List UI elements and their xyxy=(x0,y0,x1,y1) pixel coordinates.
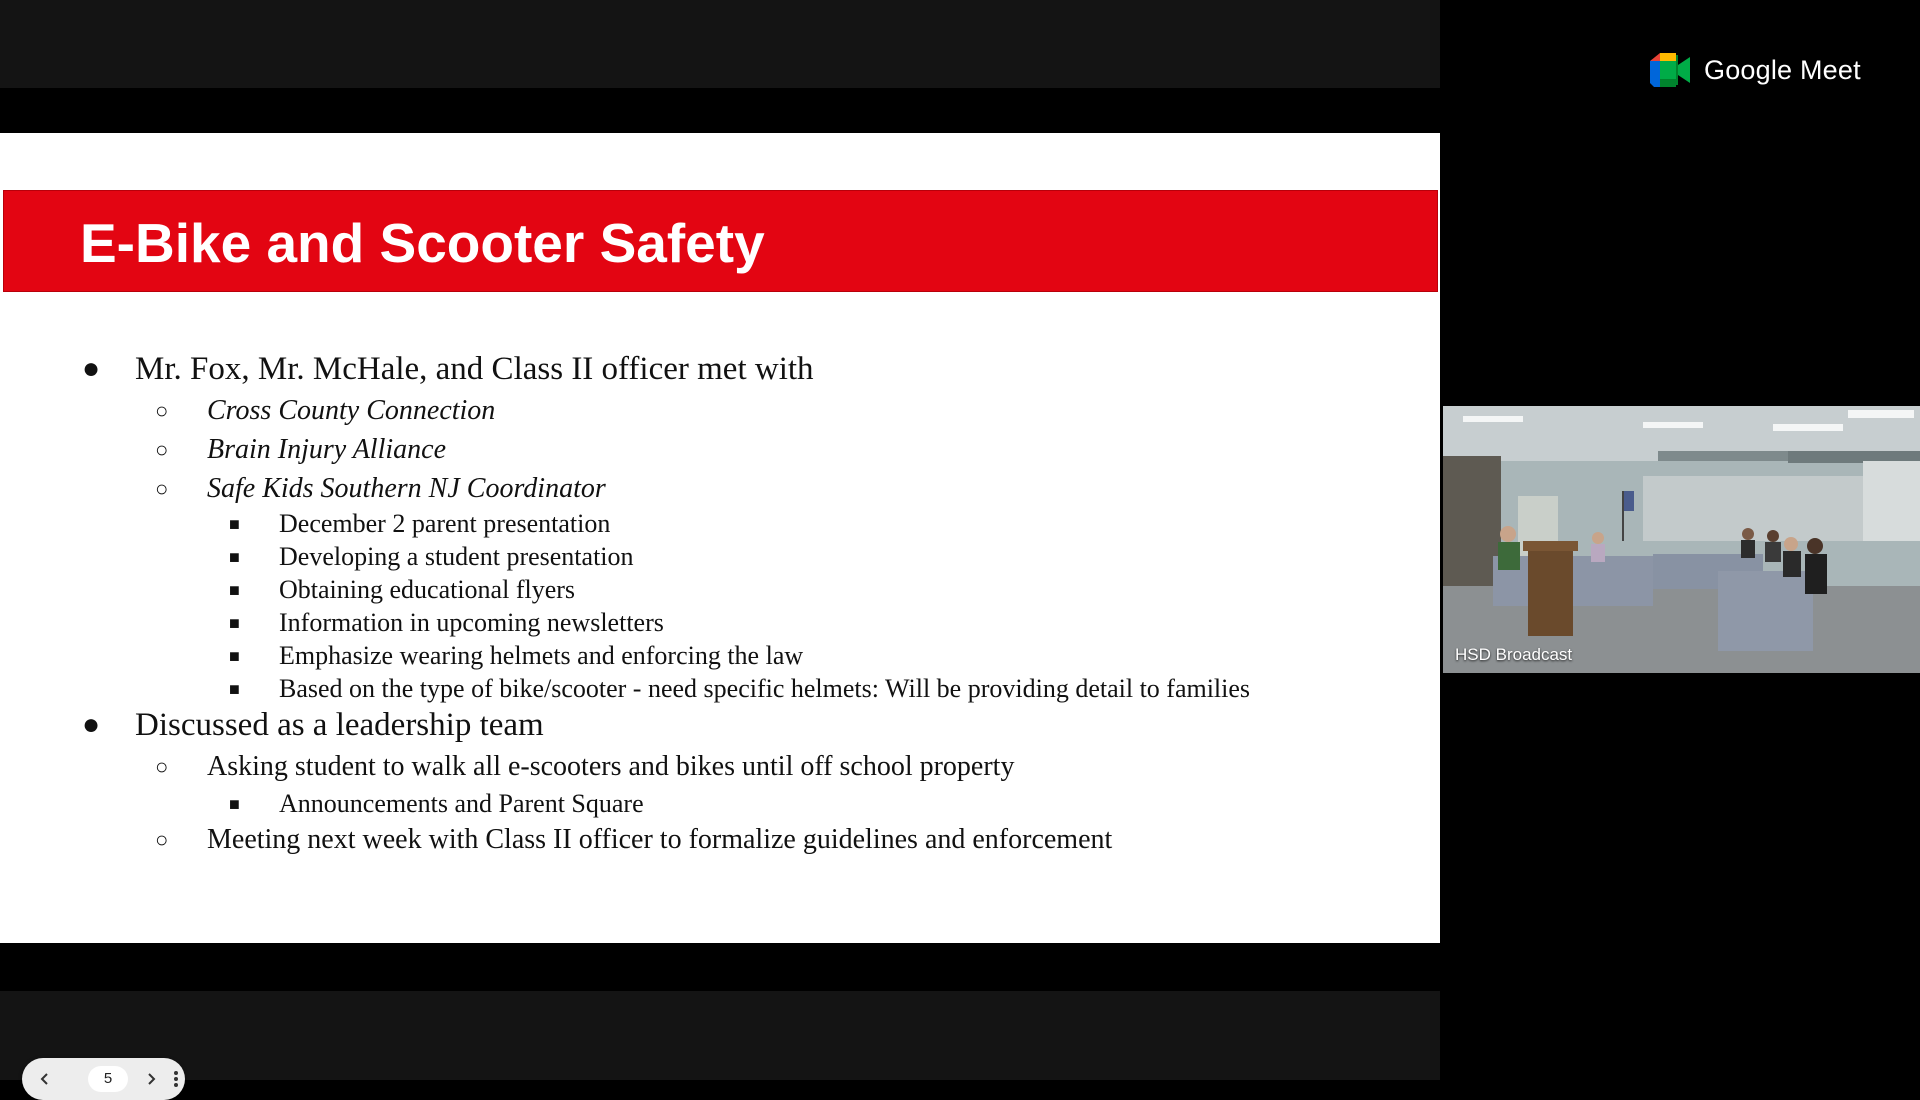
slide-navigation-pill xyxy=(22,1058,185,1100)
slide-title: E-Bike and Scooter Safety xyxy=(80,212,765,274)
bullet-text: Meeting next week with Class II officer to formalize guidelines and enforcement xyxy=(207,824,1113,855)
google-meet-wordmark: Google Meet xyxy=(1704,54,1861,85)
bullet-text: Developing a student presentation xyxy=(279,542,634,571)
bullet-item-level-3 xyxy=(229,508,611,540)
presentation-bottom-band xyxy=(0,943,1440,991)
bullet-text: Information in upcoming newsletters xyxy=(279,608,664,637)
previous-slide-button[interactable] xyxy=(28,1058,62,1100)
bullet-marker: ■ xyxy=(229,679,240,699)
next-slide-button[interactable] xyxy=(134,1058,168,1100)
bullet-marker: ○ xyxy=(155,476,169,501)
more-vertical-icon xyxy=(173,1070,179,1088)
bullet-item-level-2 xyxy=(155,749,1015,785)
bullet-text: Emphasize wearing helmets and enforcing the law xyxy=(279,641,804,670)
participant-name-label: HSD Broadcast xyxy=(1455,645,1573,664)
bullet-item-level-3 xyxy=(229,541,634,573)
bullet-marker: ■ xyxy=(229,613,240,633)
participant-video-tile[interactable] xyxy=(1443,406,1920,673)
bullet-text: Safe Kids Southern NJ Coordinator xyxy=(207,473,606,504)
presented-slide xyxy=(0,133,1440,1087)
google-meet-logo xyxy=(1650,50,1861,90)
bullet-marker: ○ xyxy=(155,827,169,852)
bullet-text: Cross County Connection xyxy=(207,395,496,426)
bullet-text: Asking student to walk all e-scooters and bikes until off school property xyxy=(207,751,1015,782)
slide-title-bar xyxy=(3,190,1438,292)
bullet-marker: ○ xyxy=(155,398,169,423)
slide-more-options-button[interactable] xyxy=(166,1058,186,1100)
bullet-marker: ■ xyxy=(229,794,240,814)
bullet-item-level-2 xyxy=(155,393,496,429)
bullet-marker: ○ xyxy=(155,437,169,462)
bullet-item-level-3 xyxy=(229,788,644,820)
bullet-text: Based on the type of bike/scooter - need specific helmets: Will be providing detail to families xyxy=(279,674,1251,703)
bullet-item-level-1 xyxy=(82,349,814,389)
bullet-marker: ○ xyxy=(155,754,169,779)
bullet-text: Brain Injury Alliance xyxy=(207,434,446,465)
bullet-text: Announcements and Parent Square xyxy=(279,789,644,818)
bullet-item-level-3 xyxy=(229,640,804,672)
bullet-item-level-3 xyxy=(229,574,576,606)
bullet-marker: ● xyxy=(82,708,101,741)
bullet-text: Obtaining educational flyers xyxy=(279,575,576,604)
bullet-text: December 2 parent presentation xyxy=(279,509,611,538)
bullet-item-level-1 xyxy=(82,705,544,745)
chevron-left-icon xyxy=(38,1071,52,1087)
bullet-item-level-3 xyxy=(229,673,1251,705)
bullet-item-level-2 xyxy=(155,432,446,468)
bullet-item-level-2 xyxy=(155,822,1113,858)
chevron-right-icon xyxy=(144,1071,158,1087)
bullet-item-level-3 xyxy=(229,607,664,639)
google-meet-icon xyxy=(1650,53,1690,87)
bullet-marker: ■ xyxy=(229,646,240,666)
bullet-marker: ■ xyxy=(229,580,240,600)
bullet-text: Discussed as a leadership team xyxy=(135,707,544,743)
bullet-text: Mr. Fox, Mr. McHale, and Class II officer met with xyxy=(135,351,814,387)
participant-video-feed xyxy=(1443,406,1920,673)
bullet-marker: ● xyxy=(82,352,101,385)
presentation-top-band xyxy=(0,88,1440,133)
bullet-item-level-2 xyxy=(155,471,606,507)
bullet-marker: ■ xyxy=(229,547,240,567)
bullet-marker: ■ xyxy=(229,514,240,534)
slide-page-number[interactable]: 5 xyxy=(88,1066,128,1092)
